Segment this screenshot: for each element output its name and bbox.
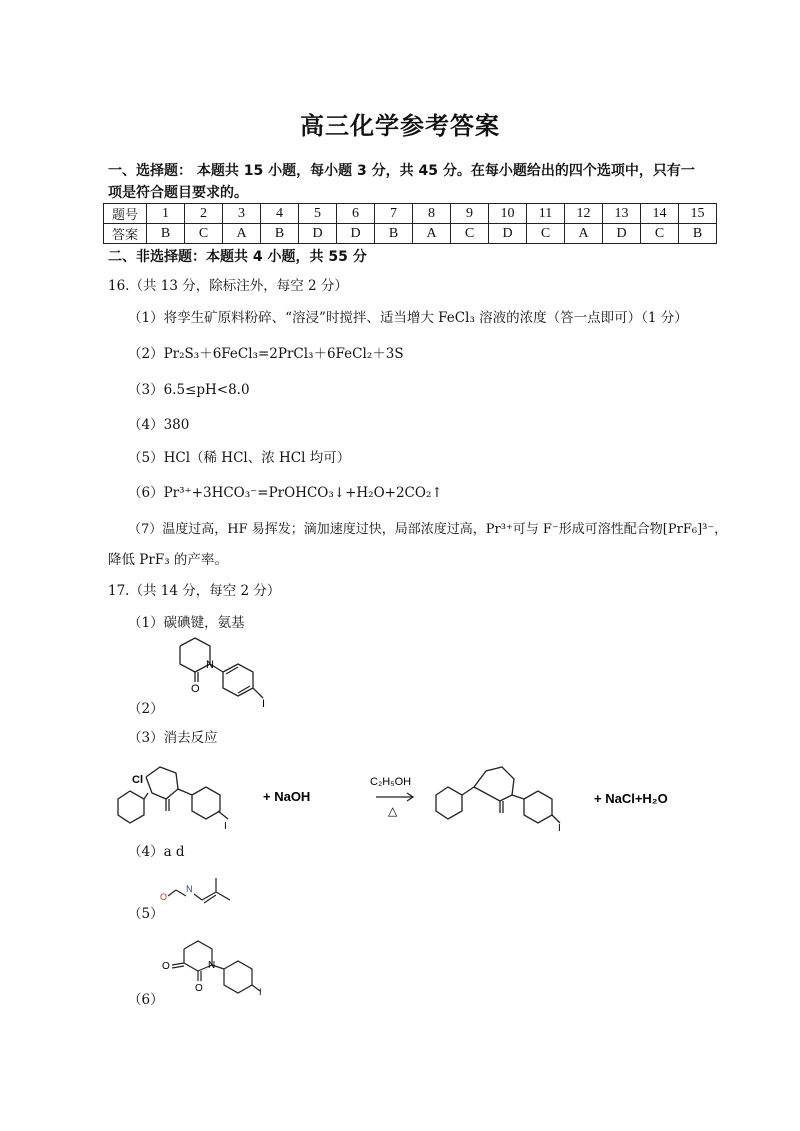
structure-answer-2: [160, 630, 280, 710]
table-cell: 9: [451, 204, 489, 224]
table-row-answers: [104, 224, 717, 244]
table-cell: 15: [679, 204, 717, 224]
table-cell: 13: [603, 204, 641, 224]
table-cell: 2: [185, 204, 223, 224]
table-cell: 6: [337, 204, 375, 224]
table-cell: C: [185, 224, 223, 244]
row-label-number: 题号: [104, 204, 147, 224]
table-cell: C: [527, 224, 565, 244]
section-2-heading: 二、非选择题：本题共 4 小题，共 55 分: [108, 249, 367, 265]
atom-n: N: [208, 960, 216, 971]
table-cell: A: [565, 224, 603, 244]
q16-answer-3: （3）6.5≤pH<8.0: [128, 382, 250, 398]
q17-answer-5-label: （5）: [128, 906, 164, 922]
atom-n: N: [186, 884, 193, 894]
table-cell: B: [261, 224, 299, 244]
table-cell: B: [679, 224, 717, 244]
q16-answer-4: （4）380: [128, 417, 190, 433]
page-title: 高三化学参考答案: [300, 112, 500, 140]
row-label-answer: 答案: [104, 224, 147, 244]
table-cell: B: [147, 224, 185, 244]
condition-solvent: C₂H₅OH: [370, 776, 412, 788]
q17-answer-1: （1）碳碘键，氨基: [128, 615, 245, 631]
table-cell: A: [223, 224, 261, 244]
answer-table: [103, 203, 717, 244]
table-cell: 11: [527, 204, 565, 224]
table-cell: 10: [489, 204, 527, 224]
q16-header: 16.（共 13 分，除标注外，每空 2 分）: [108, 278, 348, 294]
q17-answer-2-label: （2）: [128, 701, 164, 717]
section-1-instructions: 一、选择题： 本题共 15 小题，每小题 3 分，共 45 分。在每小题给出的四个选项中，只有一项是符合题目要求的。: [108, 163, 695, 201]
atom-o: O: [160, 892, 168, 902]
table-cell: D: [299, 224, 337, 244]
table-cell: 8: [413, 204, 451, 224]
q17-header: 17.（共 14 分，每空 2 分）: [108, 583, 281, 599]
table-cell: 5: [299, 204, 337, 224]
atom-i: I: [262, 698, 266, 710]
table-row-numbers: [104, 204, 717, 224]
reaction-scheme: [108, 755, 708, 835]
atom-o: O: [162, 961, 170, 972]
table-cell: D: [337, 224, 375, 244]
q16-answer-7-line-1: （7）温度过高，HF 易挥发；滴加速度过快，局部浓度过高，Pr³⁺可与 F⁻形成可溶性配合物[PrF₆]³⁻，: [128, 522, 728, 537]
atom-cl: Cl: [132, 774, 143, 786]
reagent-naoh: + NaOH: [263, 789, 311, 804]
atom-i: I: [224, 821, 227, 832]
table-cell: B: [375, 224, 413, 244]
table-cell: 1: [147, 204, 185, 224]
q17-answer-4: （4）a d: [128, 844, 185, 860]
q16-answer-1: （1）将孪生矿原料粉碎、“溶浸”时搅拌、适当增大 FeCl₃ 溶液的浓度（答一点即可）（1 分）: [128, 310, 688, 326]
table-cell: C: [641, 224, 679, 244]
q17-answer-6-label: （6）: [128, 992, 164, 1008]
table-cell: 7: [375, 204, 413, 224]
table-cell: 4: [261, 204, 299, 224]
q16-answer-6: （6）Pr³⁺+3HCO₃⁻=PrOHCO₃↓+H₂O+2CO₂↑: [128, 485, 443, 501]
atom-n: N: [206, 659, 214, 671]
table-cell: D: [489, 224, 527, 244]
q17-answer-3: （3）消去反应: [128, 730, 218, 746]
atom-i: I: [558, 823, 561, 834]
atom-i: I: [259, 987, 262, 997]
q16-answer-2: （2）Pr₂S₃＋6FeCl₃=2PrCl₃＋6FeCl₂＋3S: [128, 346, 404, 362]
q16-answer-7-line-2: 降低 PrF₃ 的产率。: [108, 552, 228, 568]
table-cell: 12: [565, 204, 603, 224]
table-cell: C: [451, 224, 489, 244]
reaction-byproducts: + NaCl+H₂O: [594, 791, 668, 806]
structure-answer-5: [160, 872, 250, 912]
table-cell: A: [413, 224, 451, 244]
q16-answer-5: （5）HCl（稀 HCl、浓 HCl 均可）: [128, 450, 351, 466]
atom-o: O: [195, 983, 203, 994]
structure-answer-6: [158, 935, 278, 997]
table-cell: 3: [223, 204, 261, 224]
condition-heat: △: [388, 804, 398, 818]
atom-o: O: [191, 683, 200, 695]
table-cell: D: [603, 224, 641, 244]
table-cell: 14: [641, 204, 679, 224]
